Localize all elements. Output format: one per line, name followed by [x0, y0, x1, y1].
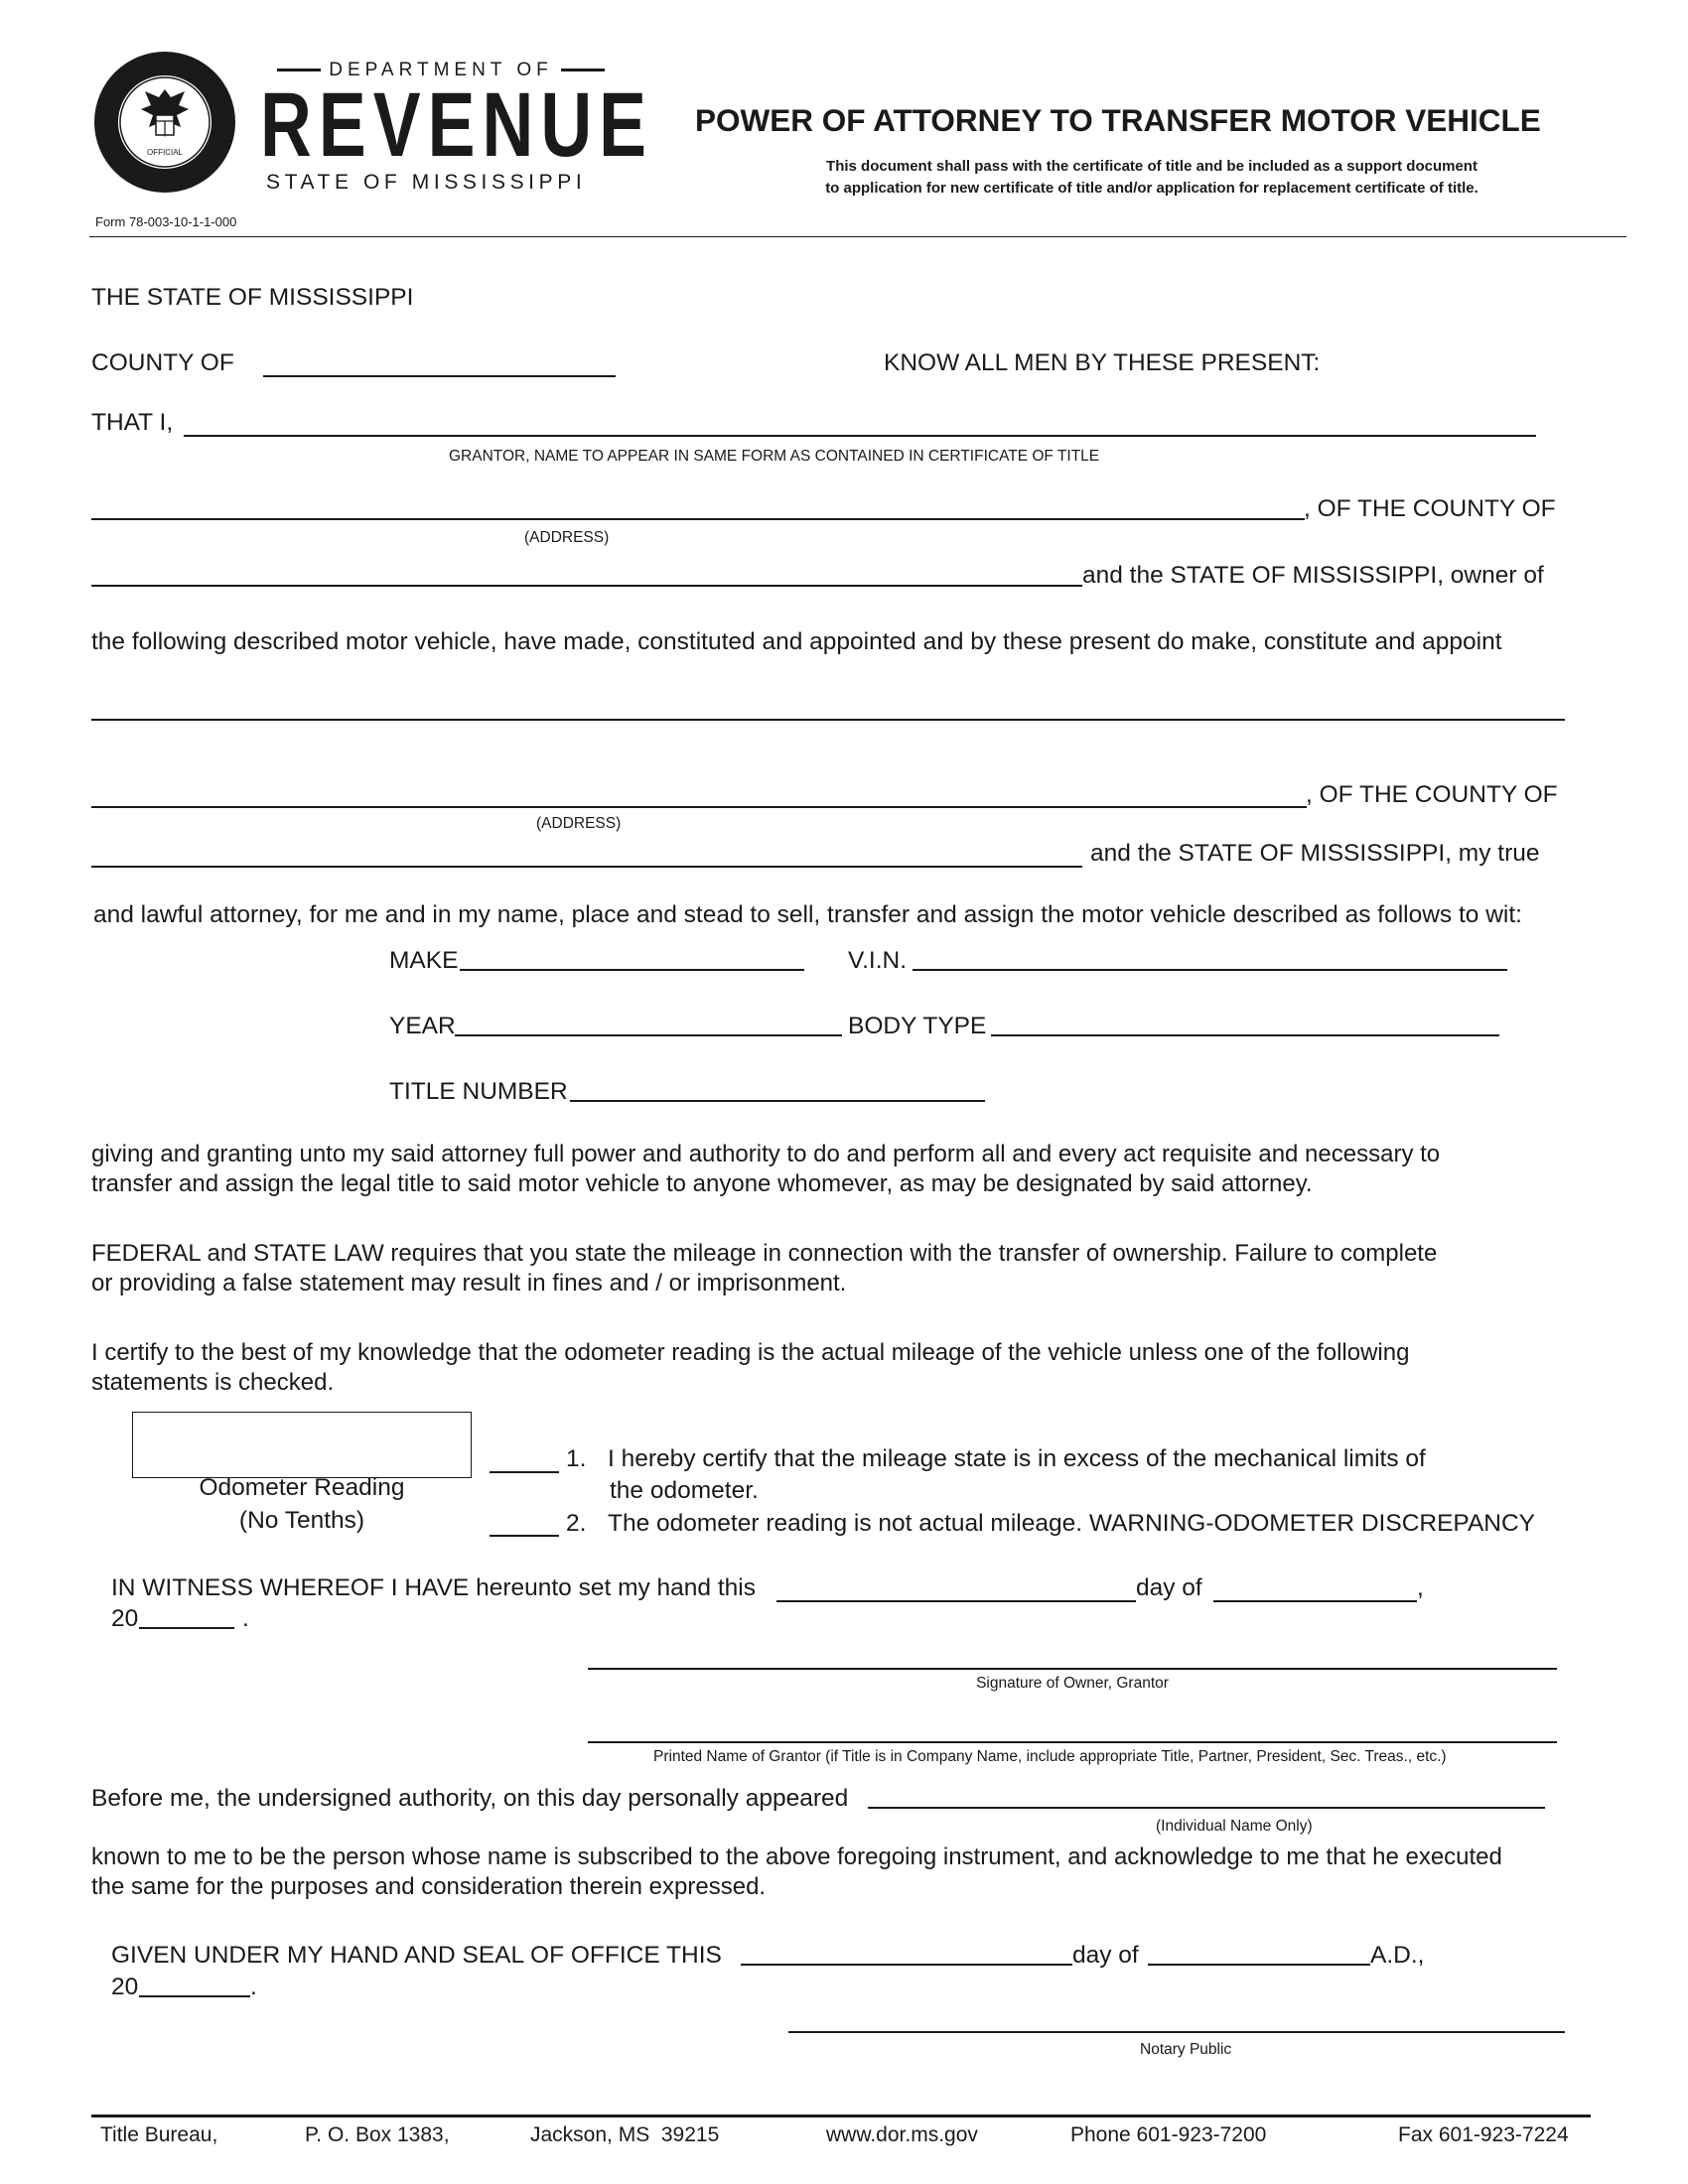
odometer-reading-box[interactable] — [132, 1412, 472, 1478]
state-owner-text: and the STATE OF MISSISSIPPI, owner of — [1082, 562, 1544, 589]
vin-label: V.I.N. — [848, 947, 908, 974]
of-the-county-of-1: , OF THE COUNTY OF — [1304, 495, 1556, 522]
footer-po-box: P. O. Box 1383, — [305, 2123, 450, 2146]
that-i-label: THAT I, — [91, 409, 174, 436]
footer-divider — [91, 2115, 1591, 2117]
grantor-name-field[interactable] — [184, 411, 1536, 437]
statement-1-number: 1. — [566, 1445, 587, 1472]
of-the-county-of-2: , OF THE COUNTY OF — [1306, 781, 1558, 808]
attorney-county-field[interactable] — [91, 842, 1082, 868]
witness-period: . — [242, 1605, 249, 1632]
grantor-caption: GRANTOR, NAME TO APPEAR IN SAME FORM AS CONTAINED IN CERTIFICATE OF TITLE — [449, 448, 1100, 465]
document-title: POWER OF ATTORNEY TO TRANSFER MOTOR VEHICLE — [695, 102, 1541, 138]
year-label: YEAR — [389, 1013, 456, 1039]
state-of-mississippi-label: STATE OF MISSISSIPPI — [266, 171, 587, 194]
county-field[interactable] — [263, 351, 616, 377]
state-heading: THE STATE OF MISSISSIPPI — [91, 284, 414, 311]
owner-signature-caption: Signature of Owner, Grantor — [976, 1675, 1169, 1692]
address-caption-2: (ADDRESS) — [536, 815, 622, 832]
printed-name-field[interactable] — [588, 1717, 1557, 1743]
footer-fax: Fax 601-923-7224 — [1398, 2123, 1569, 2146]
known-paragraph: known to me to be the person whose name is subscribed to the above foregoing instrument, and acknowledge to me that he executed the same for the purposes and consideration therein expressed. — [91, 1843, 1502, 1900]
title-number-label: TITLE NUMBER — [389, 1078, 568, 1105]
statement-1-text: I hereby certify that the mileage state is in excess of the mechanical limits of — [608, 1445, 1426, 1472]
statement-1-text-cont: the odometer. — [610, 1477, 759, 1504]
revenue-wordmark: REVENUE — [260, 74, 654, 176]
given-month-field[interactable] — [1148, 1940, 1370, 1966]
header-divider — [89, 236, 1626, 237]
know-all-men-text: KNOW ALL MEN BY THESE PRESENT: — [884, 349, 1321, 376]
form-number: Form 78-003-10-1-1-000 — [95, 214, 237, 229]
witness-comma: , — [1417, 1574, 1424, 1601]
appeared-name-field[interactable] — [868, 1783, 1545, 1809]
odometer-reading-label: Odometer Reading — [199, 1474, 405, 1501]
granting-paragraph: giving and granting unto my said attorney full power and authority to do and perform all and every act requisite and necessary to transfer and assign the legal title to said motor vehicle to anyone whomever, as may be designated by said attorney. — [91, 1141, 1441, 1197]
vin-field[interactable] — [913, 945, 1507, 971]
svg-text:OFFICIAL: OFFICIAL — [146, 148, 184, 157]
printed-name-caption: Printed Name of Grantor (if Title is in Company Name, include appropriate Title, Partner, President, Sec. Treas., etc.) — [653, 1748, 1447, 1765]
ad-label: A.D., — [1370, 1942, 1425, 1969]
state-true-text: and the STATE OF MISSISSIPPI, my true — [1090, 840, 1540, 867]
footer-website: www.dor.ms.gov — [826, 2123, 978, 2146]
statement-2-check[interactable] — [490, 1511, 559, 1537]
given-period: . — [250, 1974, 257, 2000]
make-label: MAKE — [389, 947, 459, 974]
given-year-prefix: 20 — [111, 1974, 139, 2000]
grantor-county-field[interactable] — [91, 561, 1082, 587]
notary-public-caption: Notary Public — [1140, 2041, 1232, 2058]
make-field[interactable] — [460, 945, 804, 971]
witness-day-field[interactable] — [776, 1576, 1136, 1602]
federal-law-paragraph: FEDERAL and STATE LAW requires that you state the mileage in connection with the transfer of ownership. Failure to complete or providing a false statement may result in fines and / or imprisonment. — [91, 1240, 1438, 1297]
county-of-label: COUNTY OF — [91, 349, 234, 376]
no-tenths-label: (No Tenths) — [238, 1507, 365, 1534]
day-of-label: day of — [1136, 1574, 1202, 1601]
footer-phone: Phone 601-923-7200 — [1070, 2123, 1267, 2146]
statement-1-check[interactable] — [490, 1447, 559, 1473]
attorney-name-field[interactable] — [91, 695, 1565, 721]
statement-2-text: The odometer reading is not actual mileage. WARNING-ODOMETER DISCREPANCY — [608, 1510, 1536, 1537]
year-field[interactable] — [455, 1011, 842, 1036]
document-subtitle: This document shall pass with the certificate of title and be included as a support document to application for new certificate of title and/or application for replacement certificate of title. — [825, 158, 1478, 197]
given-day-field[interactable] — [741, 1940, 1072, 1966]
certify-paragraph: I certify to the best of my knowledge that the odometer reading is the actual mileage of the vehicle unless one of the following statements is checked. — [91, 1339, 1410, 1396]
before-me-text: Before me, the undersigned authority, on this day personally appeared — [91, 1785, 849, 1812]
day-of-label-2: day of — [1072, 1942, 1139, 1969]
witness-year-field[interactable] — [139, 1603, 234, 1629]
statement-2-number: 2. — [566, 1510, 587, 1537]
lawful-attorney-text: and lawful attorney, for me and in my name, place and stead to sell, transfer and assign the motor vehicle described as follows to wit: — [93, 901, 1522, 928]
appointment-text: the following described motor vehicle, have made, constituted and appointed and by these present do make, constitute and appoint — [91, 628, 1502, 655]
individual-name-caption: (Individual Name Only) — [1156, 1818, 1313, 1835]
grantor-address-field[interactable] — [91, 494, 1305, 520]
department-of-label: DEPARTMENT OF — [266, 60, 616, 81]
footer-bureau: Title Bureau, — [100, 2123, 218, 2146]
given-under-text: GIVEN UNDER MY HAND AND SEAL OF OFFICE THIS — [111, 1942, 722, 1969]
address-caption-1: (ADDRESS) — [524, 529, 610, 546]
owner-signature-field[interactable] — [588, 1644, 1557, 1670]
body-type-label: BODY TYPE — [848, 1013, 987, 1039]
dor-seal-logo — [92, 50, 237, 195]
attorney-address-field[interactable] — [91, 782, 1307, 808]
witness-text: IN WITNESS WHEREOF I HAVE hereunto set my hand this — [111, 1574, 756, 1601]
given-year-field[interactable] — [139, 1972, 250, 1997]
witness-month-field[interactable] — [1213, 1576, 1417, 1602]
title-number-field[interactable] — [570, 1076, 985, 1102]
witness-year-prefix: 20 — [111, 1605, 139, 1632]
footer-city: Jackson, MS 39215 — [530, 2123, 720, 2146]
body-type-field[interactable] — [991, 1011, 1499, 1036]
notary-signature-field[interactable] — [788, 2007, 1565, 2033]
